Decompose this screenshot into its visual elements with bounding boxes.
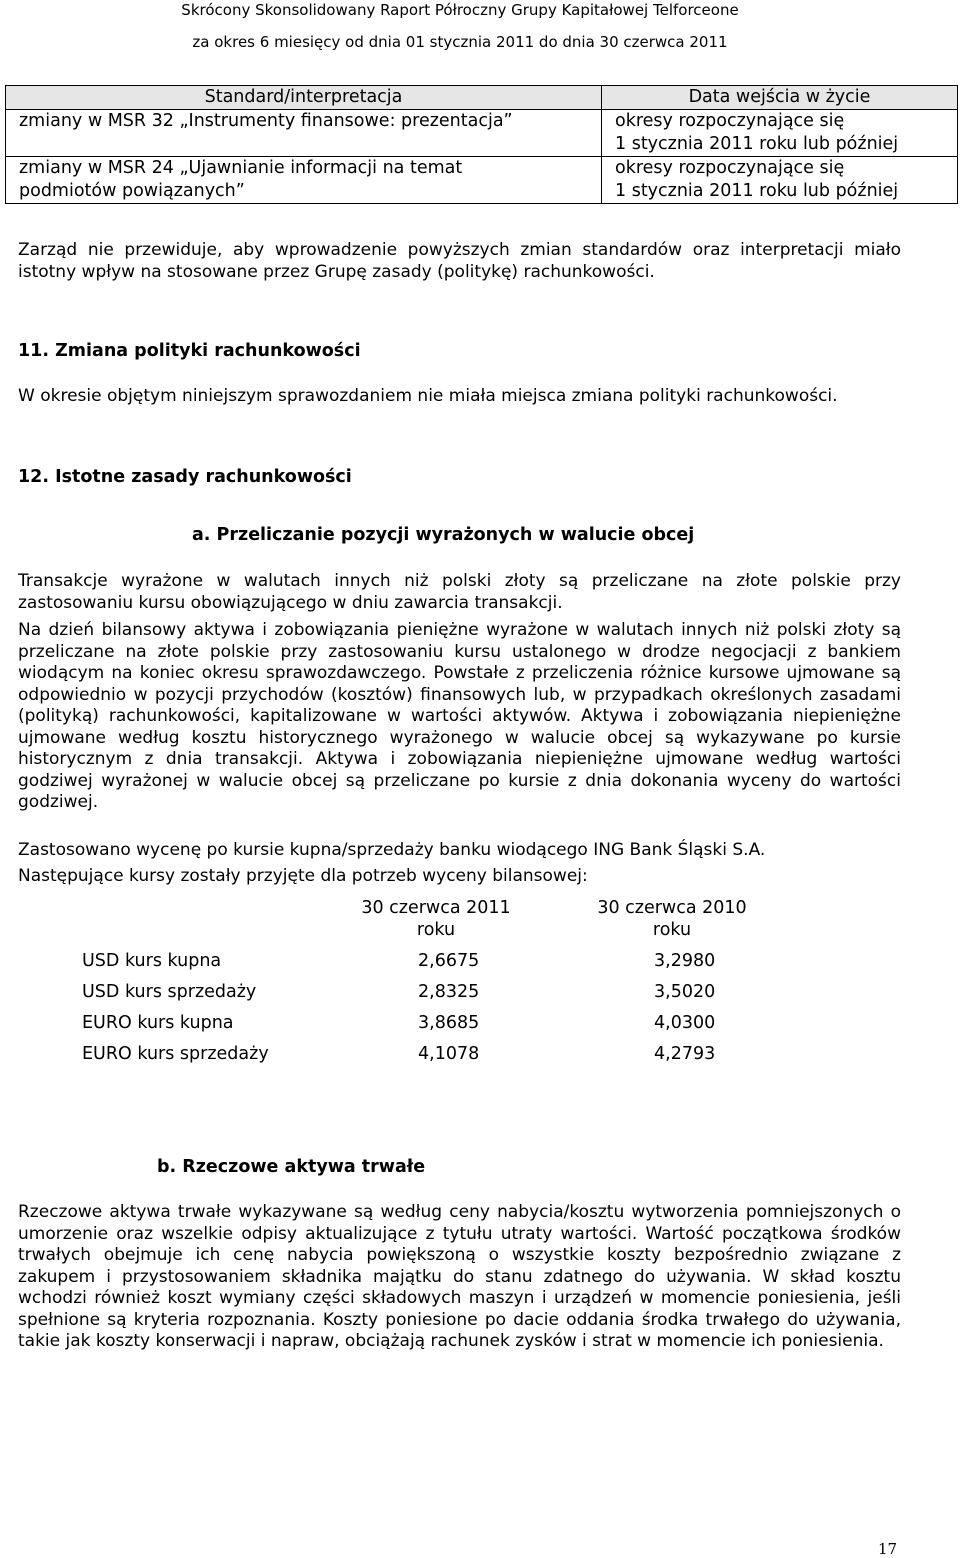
board-paragraph: Zarząd nie przewiduje, aby wprowadzenie powyższych zmian standardów oraz interpretacji miało istotny wpływ na stosowane przez Grupę zasady (politykę) rachunkowości. — [18, 240, 901, 282]
standards-table — [5, 85, 958, 204]
rates-col-2010 — [572, 897, 772, 941]
subsection-b-paragraph: Rzeczowe aktywa trwałe wykazywane są według ceny nabycia/kosztu wytworzenia pomniejszonych o umorzenie oraz wszelkie odpisy aktualizujące z tytułu utraty wartości. Wartość początkowa środków trwałych obejmuje ich cenę nabycia powiększoną o wszystkie koszty bezpośrednio związane z zakupem i przystosowaniem składnika majątku do stanu zdatnego do używania. W skład kosztu wchodzi również koszt wymiany części składowych maszyn i urządzeń w momencie poniesienia, jeśli spełnione są kryteria rozpoznania. Koszty poniesione po dacie oddania środka trwałego do używania, takie jak koszty konserwacji i napraw, obciążają rachunek zysków i strat w momencie ich poniesienia. — [18, 1202, 901, 1351]
rate-2010: 4,0300 — [654, 1013, 716, 1033]
rate-label: EURO kurs sprzedaży — [82, 1044, 269, 1064]
subsection-b-title: b. Rzeczowe aktywa trwałe — [157, 1157, 426, 1177]
page-number: 17 — [878, 1540, 898, 1558]
section-11-title: 11. Zmiana polityki rachunkowości — [18, 341, 361, 361]
subsection-a-paragraph-1: Transakcje wyrażone w walutach innych niż polski złoty są przeliczane na złote polskie przy zastosowaniu kursu obowiązującego w dniu zawarcia transakcji. — [18, 571, 901, 613]
date-line: 1 stycznia 2011 roku lub później — [615, 134, 899, 154]
date-cell — [602, 157, 958, 204]
date-line: 1 stycznia 2011 roku lub później — [615, 181, 899, 201]
rate-2010: 3,5020 — [654, 982, 716, 1002]
section-11-text: W okresie objętym niniejszym sprawozdaniem nie miała miejsca zmiana polityki rachunkowości. — [18, 386, 838, 406]
report-period: za okres 6 miesięcy od dnia 01 stycznia 2011 do dnia 30 czerwca 2011 — [192, 33, 728, 51]
subsection-a-title: a. Przeliczanie pozycji wyrażonych w walucie obcej — [192, 525, 695, 545]
rate-2010: 3,2980 — [654, 951, 716, 971]
rates-col-2011-line1: 30 czerwca 2011 — [361, 898, 511, 918]
rate-2011: 2,6675 — [418, 951, 480, 971]
rate-2011: 2,8325 — [418, 982, 480, 1002]
report-title: Skrócony Skonsolidowany Raport Półroczny Grupy Kapitałowej Telforceone — [181, 1, 739, 19]
standard-line: zmiany w MSR 24 „Ujawnianie informacji na temat — [19, 158, 463, 178]
rates-col-2011 — [336, 897, 536, 941]
rate-label: USD kurs kupna — [82, 951, 222, 971]
rate-label: EURO kurs kupna — [82, 1013, 234, 1033]
rates-col-2011-line2: roku — [416, 920, 456, 940]
rate-label: USD kurs sprzedaży — [82, 982, 257, 1002]
subsection-a-paragraph-4: Następujące kursy zostały przyjęte dla potrzeb wyceny bilansowej: — [18, 866, 588, 886]
date-line: okresy rozpoczynające się — [615, 111, 845, 131]
standard-cell: zmiany w MSR 32 „Instrumenty finansowe: prezentacja” — [6, 110, 602, 157]
rate-2011: 3,8685 — [418, 1013, 480, 1033]
rates-col-2010-line2: roku — [652, 920, 692, 940]
standard-line: podmiotów powiązanych” — [19, 181, 245, 201]
section-12-title: 12. Istotne zasady rachunkowości — [18, 467, 352, 487]
rate-2010: 4,2793 — [654, 1044, 716, 1064]
header-standard: Standard/interpretacja — [6, 86, 602, 110]
table-row — [6, 110, 958, 157]
table-row — [6, 157, 958, 204]
rate-2011: 4,1078 — [418, 1044, 480, 1064]
date-line: okresy rozpoczynające się — [615, 158, 845, 178]
standard-cell — [6, 157, 602, 204]
table-header-row — [6, 86, 958, 110]
subsection-a-paragraph-2: Na dzień bilansowy aktywa i zobowiązania pieniężne wyrażone w walutach innych niż polski złoty są przeliczane na złote polskie przy zastosowaniu kursu ustalonego w drodze negocjacji z bankiem wiodącym na koniec okresu sprawozdawczego. Powstałe z przeliczenia różnice kursowe ujmowane są odpowiednio w pozycji przychodów (kosztów) finansowych lub, w przypadkach określonych zasadami (polityką) rachunkowości, kapitalizowane w wartości aktywów. Aktywa i zobowiązania niepieniężne ujmowane według kosztu historycznego wyrażonego w walucie obcej są wykazywane po kursie historycznym z dnia transakcji. Aktywa i zobowiązania niepieniężne ujmowane według wartości godziwej wyrażonej w walucie obcej są przeliczane po kursie z dnia dokonania wyceny do wartości godziwej. — [18, 620, 901, 812]
header-effective-date: Data wejścia w życie — [602, 86, 958, 110]
rates-col-2010-line1: 30 czerwca 2010 — [597, 898, 747, 918]
subsection-a-paragraph-3: Zastosowano wycenę po kursie kupna/sprzedaży banku wiodącego ING Bank Śląski S.A. — [18, 840, 766, 860]
date-cell — [602, 110, 958, 157]
